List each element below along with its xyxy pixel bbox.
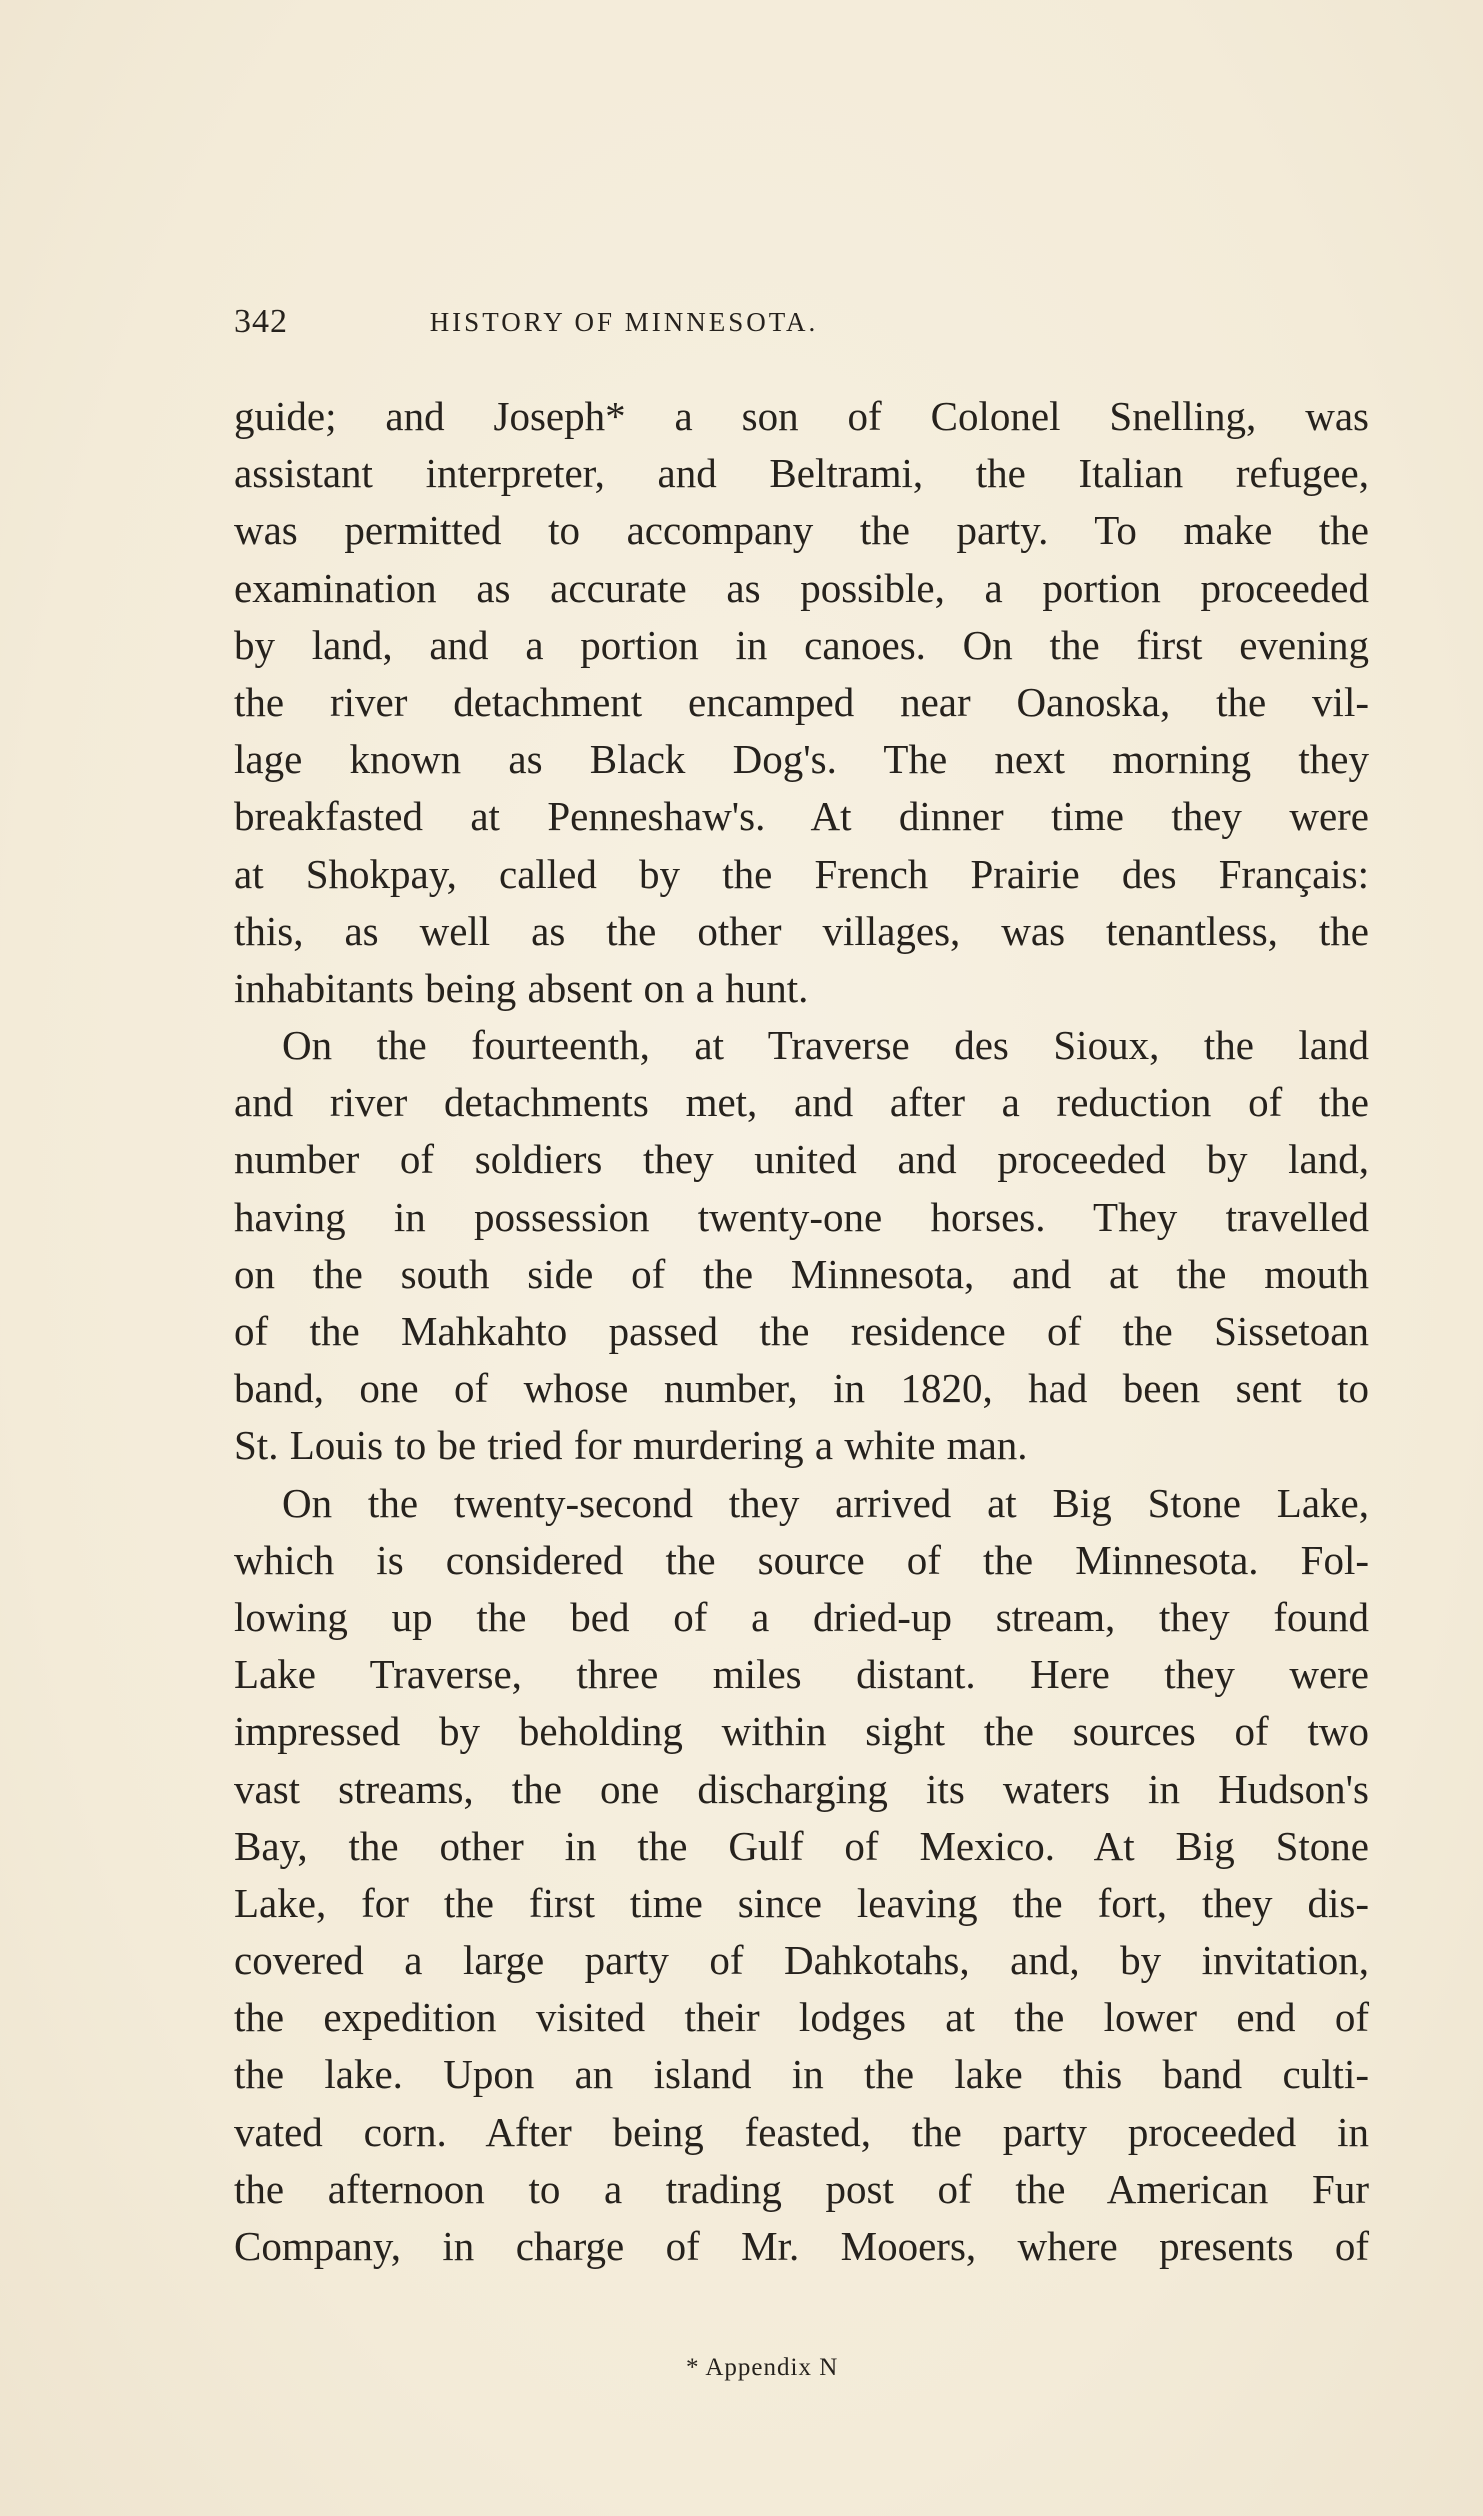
text-line: the lake. Upon an island in the lake this band culti- (234, 2051, 1369, 2098)
paragraph-start-line: On the twenty-second they arrived at Big Stone Lake, (282, 1479, 1369, 1526)
text-line: impressed by beholding within sight the sources of two (234, 1708, 1369, 1755)
text-line: vated corn. After being feasted, the party proceeded in (234, 2108, 1369, 2155)
text-line: St. Louis to be tried for murdering a white man. (234, 1422, 1028, 1469)
text-line: at Shokpay, called by the French Prairie des Français: (234, 850, 1369, 897)
text-line: Company, in charge of Mr. Mooers, where presents of (234, 2223, 1369, 2269)
text-line: the river detachment encamped near Oanoska, the vil- (234, 678, 1369, 725)
text-line: and river detachments met, and after a reduction of the (234, 1079, 1369, 1126)
text-line: assistant interpreter, and Beltrami, the Italian refugee, (234, 450, 1369, 497)
page-header (234, 303, 1014, 353)
text-line: which is considered the source of the Minnesota. Fol- (234, 1536, 1369, 1583)
footnote: * Appendix N (686, 2354, 839, 2381)
text-line: number of soldiers they united and proceeded by land, (234, 1136, 1369, 1183)
text-line: Bay, the other in the Gulf of Mexico. At Big Stone (234, 1822, 1369, 1869)
text-line: Lake Traverse, three miles distant. Here they were (234, 1651, 1369, 1698)
text-line: the afternoon to a trading post of the American Fur (234, 2165, 1369, 2212)
text-line: was permitted to accompany the party. To make the (234, 507, 1369, 554)
text-line: on the south side of the Minnesota, and at the mouth (234, 1250, 1369, 1297)
paragraph-start-line: On the fourteenth, at Traverse des Sioux, the land (282, 1022, 1369, 1069)
text-line: lowing up the bed of a dried-up stream, they found (234, 1593, 1369, 1640)
running-head: HISTORY OF MINNESOTA. (429, 307, 819, 337)
text-line: by land, and a portion in canoes. On the first evening (234, 621, 1369, 668)
text-line: this, as well as the other villages, was tenantless, the (234, 907, 1369, 954)
text-line: of the Mahkahto passed the residence of the Sissetoan (234, 1308, 1369, 1354)
text-line: examination as accurate as possible, a portion proceeded (234, 564, 1369, 611)
body-text (234, 388, 1369, 2275)
text-line: vast streams, the one discharging its waters in Hudson's (234, 1765, 1369, 1812)
text-line: covered a large party of Dahkotahs, and, by invitation, (234, 1937, 1369, 1984)
text-line: lage known as Black Dog's. The next morning they (234, 736, 1369, 783)
text-line: having in possession twenty-one horses. They travelled (234, 1193, 1369, 1240)
text-line: guide; and Joseph* a son of Colonel Snelling, was (234, 393, 1369, 439)
page-number: 342 (234, 303, 288, 340)
text-line: inhabitants being absent on a hunt. (234, 964, 809, 1011)
text-line: the expedition visited their lodges at the lower end of (234, 1994, 1369, 2041)
text-line: Lake, for the first time since leaving the fort, they dis- (234, 1879, 1369, 1926)
text-line: band, one of whose number, in 1820, had been sent to (234, 1365, 1369, 1412)
text-line: breakfasted at Penneshaw's. At dinner time they were (234, 793, 1369, 840)
